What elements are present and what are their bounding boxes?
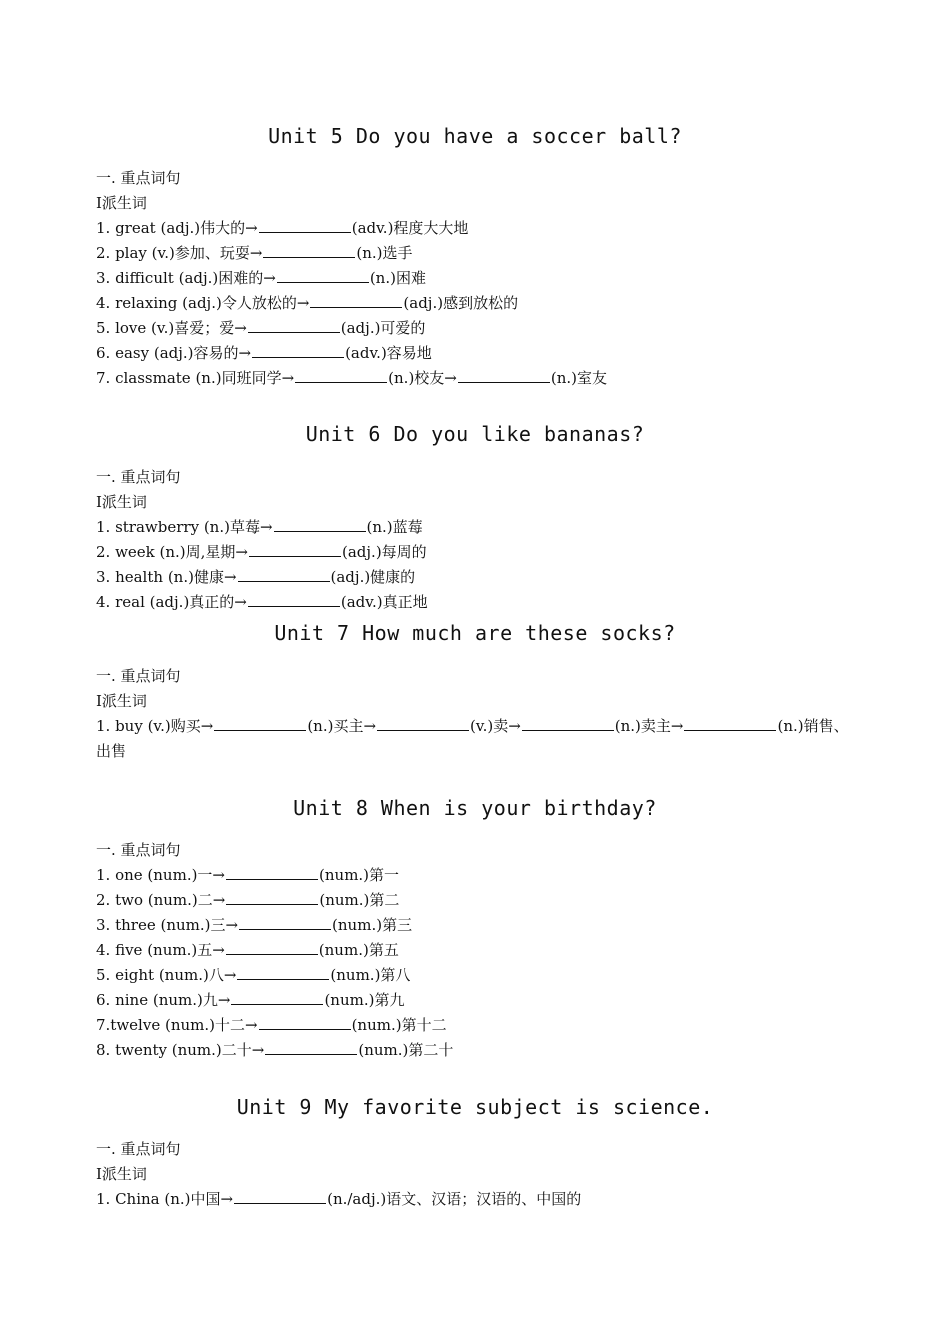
sub-heading: I派生词 <box>96 692 147 710</box>
list-item: 4. real (adj.)真正的→ (adv.)真正地 <box>96 593 428 611</box>
answer-blank[interactable] <box>226 940 318 955</box>
sub-heading: I派生词 <box>96 194 147 212</box>
answer-blank[interactable] <box>265 1040 357 1055</box>
sub-heading: I派生词 <box>96 493 147 511</box>
list-item: 6. nine (num.)九→ (num.)第九 <box>96 991 405 1009</box>
list-item: 7.twelve (num.)十二→ (num.)第十二 <box>96 1016 447 1034</box>
answer-blank[interactable] <box>214 716 306 731</box>
list-item: 1. strawberry (n.)草莓→ (n.)蓝莓 <box>96 518 423 536</box>
list-item: 8. twenty (num.)二十→ (num.)第二十 <box>96 1041 454 1059</box>
list-item: 3. three (num.)三→ (num.)第三 <box>96 916 413 934</box>
answer-blank[interactable] <box>277 268 369 283</box>
answer-blank[interactable] <box>310 293 402 308</box>
list-item: 2. two (num.)二→ (num.)第二 <box>96 891 400 909</box>
answer-blank[interactable] <box>274 517 366 532</box>
list-item: 5. eight (num.)八→ (num.)第八 <box>96 966 411 984</box>
list-item: 3. health (n.)健康→ (adj.)健康的 <box>96 568 416 586</box>
answer-blank[interactable] <box>259 1015 351 1030</box>
answer-blank[interactable] <box>238 567 330 582</box>
answer-blank[interactable] <box>239 915 331 930</box>
sub-heading: I派生词 <box>96 1165 147 1183</box>
answer-blank[interactable] <box>226 865 318 880</box>
answer-blank[interactable] <box>248 592 340 607</box>
section-heading: 一. 重点词句 <box>96 841 181 859</box>
answer-blank[interactable] <box>226 890 318 905</box>
unit-8-title: Unit 8 When is your birthday? <box>293 796 657 820</box>
list-item: 2. week (n.)周,星期→ (adj.)每周的 <box>96 543 427 561</box>
list-item: 6. easy (adj.)容易的→ (adv.)容易地 <box>96 344 432 362</box>
answer-blank[interactable] <box>263 243 355 258</box>
answer-blank[interactable] <box>295 368 387 383</box>
section-heading: 一. 重点词句 <box>96 667 181 685</box>
list-item: 4. five (num.)五→ (num.)第五 <box>96 941 399 959</box>
list-item: 1. China (n.)中国→ (n./adj.)语文、汉语；汉语的、中国的 <box>96 1190 582 1208</box>
list-item: 1. buy (v.)购买→ (n.)买主→ (v.)卖→ (n.)卖主→ (n.)销售、 <box>96 717 849 735</box>
answer-blank[interactable] <box>377 716 469 731</box>
unit-9-title: Unit 9 My favorite subject is science. <box>236 1095 714 1119</box>
list-item: 1. great (adj.)伟大的→ (adv.)程度大大地 <box>96 219 469 237</box>
list-item: 3. difficult (adj.)困难的→ (n.)困难 <box>96 269 426 287</box>
answer-blank[interactable] <box>234 1189 326 1204</box>
unit-7-title: Unit 7 How much are these socks? <box>274 621 676 645</box>
answer-blank[interactable] <box>259 218 351 233</box>
section-heading: 一. 重点词句 <box>96 169 181 187</box>
answer-blank[interactable] <box>522 716 614 731</box>
list-item: 5. love (v.)喜爱；爱→ (adj.)可爱的 <box>96 319 426 337</box>
list-item-continuation: 出售 <box>96 742 127 760</box>
answer-blank[interactable] <box>252 343 344 358</box>
section-heading: 一. 重点词句 <box>96 468 181 486</box>
unit-6-title: Unit 6 Do you like bananas? <box>305 422 645 446</box>
answer-blank[interactable] <box>249 542 341 557</box>
section-heading: 一. 重点词句 <box>96 1140 181 1158</box>
list-item: 2. play (v.)参加、玩耍→ (n.)选手 <box>96 244 413 262</box>
answer-blank[interactable] <box>231 990 323 1005</box>
answer-blank[interactable] <box>248 318 340 333</box>
list-item: 4. relaxing (adj.)令人放松的→ (adj.)感到放松的 <box>96 294 519 312</box>
answer-blank[interactable] <box>458 368 550 383</box>
answer-blank[interactable] <box>684 716 776 731</box>
unit-5-title: Unit 5 Do you have a soccer ball? <box>268 124 682 148</box>
list-item: 1. one (num.)一→ (num.)第一 <box>96 866 400 884</box>
answer-blank[interactable] <box>237 965 329 980</box>
list-item: 7. classmate (n.)同班同学→ (n.)校友→ (n.)室友 <box>96 369 608 387</box>
